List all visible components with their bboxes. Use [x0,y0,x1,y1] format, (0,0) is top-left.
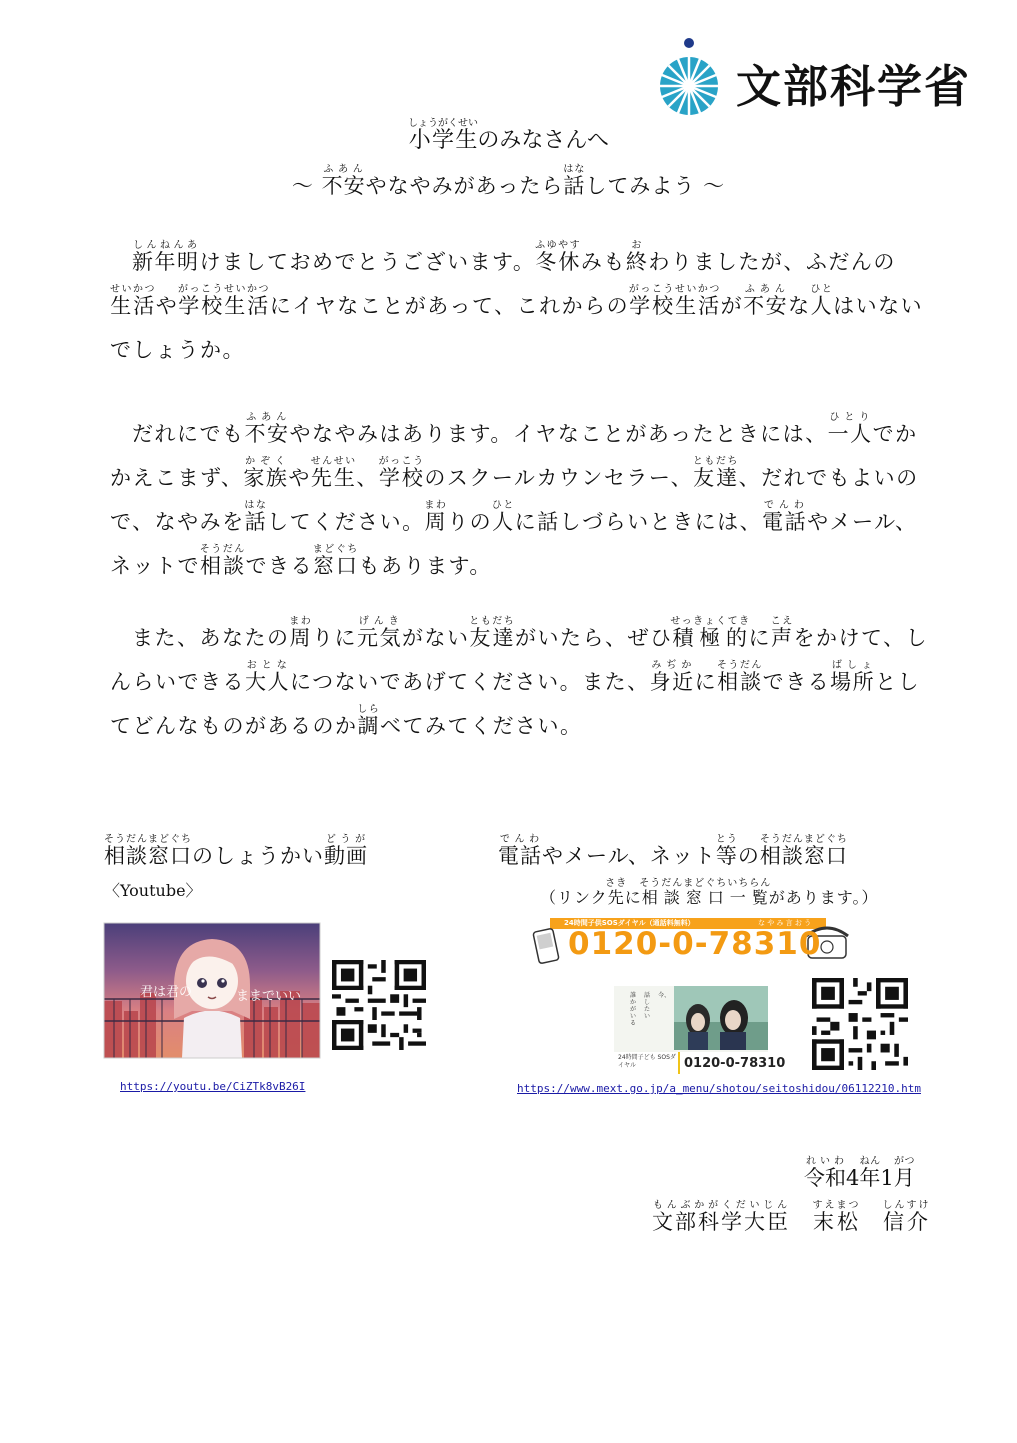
poster-label: 24時間子ども SOSダイヤル [618,1054,676,1069]
paragraph-new-year: 新年明しんねんあけましておめでとうございます。冬休ふゆやすみも終おわりましたが、ふだんの生活せいかつや学校生活がっこうせいかつにイヤなことがあって、これからの学校生活がっこうせいかつが不安ふあんな人ひとはいないでしょうか。 [110,240,924,362]
sos-poster [614,986,786,1074]
page-subtitle: 〜 不安ふあんやなやみがあったら話はなしてみよう 〜 [291,164,726,198]
logo-emblem-icon [656,36,736,120]
consultation-link[interactable]: https://www.mext.go.jp/a_menu/shotou/seitoshidou/06112210.htm [517,1082,921,1095]
logo-text: 文部科学省 [736,60,972,113]
consultation-qr-code[interactable] [812,978,908,1070]
sos-banner-label: 24時間子供SOSダイヤル（通話料無料） [564,919,695,927]
consultation-heading: 電話でんわやメール、ネット等とうの相談窓口そうだんまどぐち [498,834,848,868]
issue-date: 令和れいわ4年ねん1月がつ [804,1156,915,1190]
video-caption-right: ままでいい [236,989,302,1004]
video-thumbnail[interactable] [104,923,320,1058]
paragraph-help-friends: また、あなたの周まわりに元気げんきがない友達ともだちがいたら、ぜひ積極的せっきょくてきに声こえをかけて、しんらいできる大人おとなにつないであげてください。また、身近みぢかに相談そうだんできる場所ばしょとしてどんなものがあるのか調しらべてみてください。 [110,616,929,738]
sos-phone-reading: な や み 言 お う [758,919,812,927]
video-source-note: 〈Youtube〉 [104,881,202,900]
video-heading: 相談窓口そうだんまどぐちのしょうかい動画どうが [104,834,368,868]
paragraph-talk-to-someone: だれにでも不安ふあんやなやみはあります。イヤなことがあったときには、一人ひとりでかかえこまず、家族かぞくや先生せんせい、学校がっこうのスクールカウンセラー、友達ともだち、だれでもよいので、なやみを話はなしてください。周まわりの人ひとに話しづらいときには、電話でんわやメール、ネットで相談そうだんできる窓口まどぐちもあります。 [110,412,919,578]
poster-text-2: 話したい [644,992,651,1020]
video-qr-code[interactable] [332,960,426,1050]
video-link[interactable]: https://youtu.be/CiZTk8vB26I [120,1080,306,1093]
consultation-note: （リンク先さきに相談窓口一覧そうだんまどぐちいちらんがあります。） [540,878,879,907]
qr-code-icon [812,978,908,1070]
qr-code-icon [332,960,426,1050]
video-caption-left: 君は君の [140,985,193,1000]
sos-dial-banner [530,912,852,968]
page-title: 小学生しょうがくせいのみなさんへ [408,118,609,153]
poster-text-3: 誰かがいる [630,992,637,1027]
signature: 文部科学大臣もんぶかがくだいじん 末松すえまつ 信介しんすけ [652,1200,931,1234]
sos-phone-number: 0120-0-78310 [568,926,822,962]
poster-text-1: 今、 [658,992,671,999]
poster-phone-number: 0120-0-78310 [684,1056,786,1071]
